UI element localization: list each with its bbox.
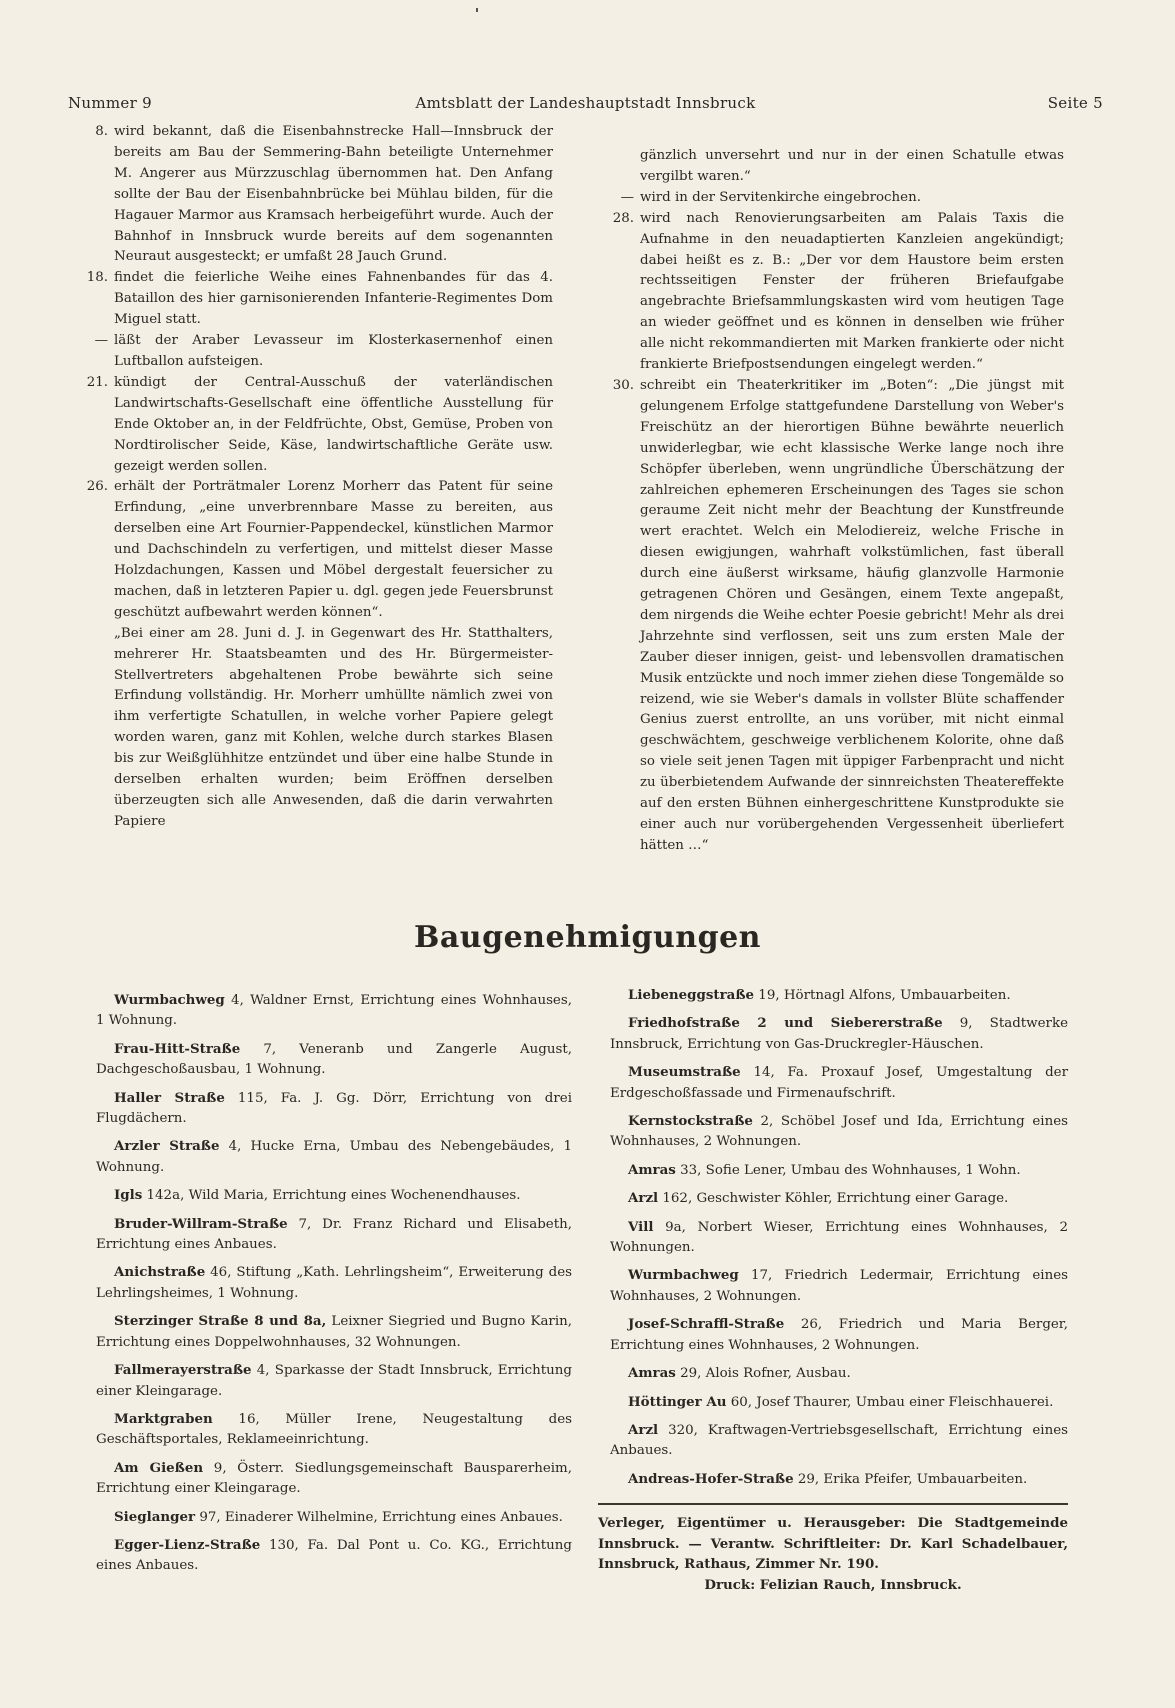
section-heading: Baugenehmigungen — [414, 920, 761, 955]
imprint-printer: Druck: Felizian Rauch, Innsbruck. — [704, 1576, 962, 1593]
permit-item: Josef-Schraffl-Straße 26, Friedrich und Maria Berger, Errichtung eines Wohnhauses, 2 Wohnungen. — [610, 1316, 1068, 1353]
permit-item: Anichstraße 46, Stiftung „Kath. Lehrlingsheim“, Erweiterung des Lehrlingsheimes, 1 Wohnung. — [96, 1264, 572, 1301]
permit-item: Sieglanger 97, Einaderer Wilhelmine, Errichtung eines Anbaues. — [114, 1508, 563, 1525]
permits-left-column — [96, 990, 572, 1584]
chronicle-entry: 28. wird nach Renovierungsarbeiten am Palais Taxis die Aufnahme in den neuadaptierten Kanzleien angekündigt; dabei heißt es z. B.: „Der vor dem Haustore beim ersten rechtsseitigen Fenster der früheren Briefaufgabe angebrachte Briefsammlungskasten wird vom heutigen Tage an wieder geöffnet und es können in denselben wie früher alle nicht rekommandierten mit Marken frankierte oder nicht frankierte Briefpostsendungen eingelegt werden.“ — [612, 210, 1064, 373]
imprint-publisher: Verleger, Eigentümer u. Herausgeber: Die Stadtgemeinde Innsbruck. — Verantw. Schriftleiter: Dr. Karl Schadelbauer, Innsbruck, Rathaus, Zimmer Nr. 190. — [598, 1515, 1068, 1572]
permit-item: Arzler Straße 4, Hucke Erna, Umbau des Nebengebäudes, 1 Wohnung. — [96, 1138, 572, 1175]
permit-item: Friedhofstraße 2 und Siebererstraße 9, Stadtwerke Innsbruck, Errichtung von Gas-Druckregler-Häuschen. — [610, 1015, 1068, 1052]
imprint-divider — [598, 1503, 1068, 1505]
chronicle-entry: — wird in der Servitenkirche eingebrochen. — [620, 189, 921, 205]
permit-item: Bruder-Willram-Straße 7, Dr. Franz Richard und Elisabeth, Errichtung eines Anbaues. — [96, 1215, 572, 1253]
chronicle-entry: 26. erhält der Porträtmaler Lorenz Morherr das Patent für seine Erfindung, „eine unverbrennbare Masse zu bereiten, aus derselben eine Art Fournier-Pappendeckel, künstlichen Marmor und Dachschindeln zu verfertigen, und mittelst dieser Masse Holzdachungen, Kassen und Möbel dergestalt feuersicher zu machen, daß in letzteren Papier u. dgl. gegen jede Feuersbrunst geschützt aufbewahrt werden können“. — [86, 479, 553, 620]
issue-number: Nummer 9 — [68, 94, 152, 112]
permit-item: Am Gießen 9, Österr. Siedlungsgemeinschaft Bausparerheim, Errichtung einer Kleingarage. — [96, 1459, 572, 1497]
permit-item: Liebeneggstraße 19, Hörtnagl Alfons, Umbauarbeiten. — [628, 987, 1011, 1003]
permit-item: Wurmbachweg 4, Waldner Ernst, Errichtung eines Wohnhauses, 1 Wohnung. — [96, 992, 572, 1029]
permit-item: Haller Straße 115, Fa. J. Gg. Dörr, Errichtung von drei Flugdächern. — [96, 1089, 572, 1127]
permit-item: Kernstockstraße 2, Schöbel Josef und Ida, Errichtung eines Wohnhauses, 2 Wohnungen. — [610, 1113, 1068, 1150]
permit-item: Frau-Hitt-Straße 7, Veneranb und Zangerle August, Dachgeschoßausbau, 1 Wohnung. — [96, 1040, 572, 1078]
chronicle-entry: — läßt der Araber Levasseur im Klosterkasernenhof einen Luftballon aufsteigen. — [94, 333, 553, 369]
permit-item: Andreas-Hofer-Straße 29, Erika Pfeifer, Umbauarbeiten. — [628, 1470, 1028, 1487]
permits-right-column — [610, 985, 1068, 1497]
chronicle-entry: 8. wird bekannt, daß die Eisenbahnstrecke Hall—Innsbruck der bereits am Bau der Semmering-Bahn beteiligte Unternehmer M. Angerer aus Mürzzuschlag übernommen hat. Den Anfang sollte der Bau der Eisenbahnbrücke bei Mühlau bilden, für die Hagauer Marmor aus Kramsach herbeigeführt wurde. Auch der Bahnhof in Innsbruck wurde bereits auf dem sogenannten Neuraut ausgesteckt; er umfaßt 28 Jauch Grund. — [95, 124, 553, 265]
chronicle-quote-continued: gänzlich unversehrt und nur in der einen Schatulle etwas vergilbt waren.“ — [640, 148, 1064, 184]
publication-title: Amtsblatt der Landeshauptstadt Innsbruck — [415, 94, 756, 112]
permit-item: Fallmerayerstraße 4, Sparkasse der Stadt Innsbruck, Errichtung einer Kleingarage. — [96, 1362, 572, 1399]
chronicle-entry: 30. schreibt ein Theaterkritiker im „Boten“: „Die jüngst mit gelungenem Erfolge stattgefundene Darstellung von Weber's Freischütz an der hierortigen Bühne bewährte neuerlich unwiderlegbar, wie echt klassische Werke lange noch ihre Schöpfer überleben, wenn ungründliche Überschätzung der zahlreichen ephemeren Erscheinungen des Tages sie schon geraume Zeit nicht mehr der Beachtung der Kunstfreunde wert erachtet. Welch ein Melodiereiz, welche Frische in diesen ewigjungen, wahrhaft volkstümlichen, fast überall durch eine äußerst wirksame, häufig glanzvolle Harmonie getragenen Chören und Gesängen, einem Texte angepaßt, dem nirgends die Weihe echter Poesie gebricht! Mehr als drei Jahrzehnte sind verflossen, seit uns zum ersten Male der Zauber dieser innigen, geist- und lebensvollen dramatischen Musik entzückte und noch immer ziehen diese Tongemälde so reizend, wie sie Weber's damals in vollster Blüte schaffender Genius zuerst entrollte, an uns vorüber, mit nicht einmal geschwächtem, geschweige verblichenem Kolorite, ohne daß so viele seit jenen Tagen mit üppiger Farbenpracht und nicht zu überbietendem Aufwande der sinnreichsten Theatereffekte auf den ersten Bühnen einhergeschrittene Kunstprodukte sie einer auch nur vorübergehenden Vergessenheit überliefert hätten …“ — [612, 377, 1064, 853]
permit-item: Igls 142a, Wild Maria, Errichtung eines Wochenendhauses. — [114, 1187, 521, 1204]
permit-item: Marktgraben 16, Müller Irene, Neugestaltung des Geschäftsportales, Reklameeinrichtung. — [96, 1410, 572, 1448]
chronicle-quote: „Bei einer am 28. Juni d. J. in Gegenwart des Hr. Statthalters, mehrerer Hr. Staatsbeamten und des Hr. Bürgermeister-Stellvertreters abgehaltenen Probe bewährte sich seine Erfindung vollständig. Hr. Morherr umhüllte nämlich zwei von ihm verfertigte Schatullen, in welche vorher Papiere gelegt worden waren, ganz mit Kohlen, welche durch starkes Blasen bis zur Weißglühhitze entzündet und über eine halbe Stunde in derselben erhalten wurden; beim Eröffnen derselben überzeugten sich alle Anwesenden, daß die darin verwahrten Papiere — [114, 625, 553, 829]
permit-item: Egger-Lienz-Straße 130, Fa. Dal Pont u. Co. KG., Errichtung eines Anbaues. — [96, 1536, 572, 1574]
chronicle-entry: 18. findet die feierliche Weihe eines Fahnenbandes für das 4. Bataillon des hier garnisonierenden Infanterie-Regimentes Dom Miguel statt. — [86, 270, 553, 328]
permit-item: Arzl 320, Kraftwagen-Vertriebsgesellschaft, Errichtung eines Anbaues. — [610, 1421, 1068, 1459]
imprint — [598, 1513, 1068, 1595]
permit-item: Amras 29, Alois Rofner, Ausbau. — [628, 1365, 851, 1382]
chronicle-right-column — [594, 146, 1064, 857]
permit-item: Arzl 162, Geschwister Köhler, Errichtung einer Garage. — [628, 1190, 1009, 1207]
chronicle-left-column — [68, 122, 553, 833]
page-number: Seite 5 — [1047, 94, 1103, 112]
chronicle-entry: 21. kündigt der Central-Ausschuß der vaterländischen Landwirtschafts-Gesellschaft eine öffentliche Ausstellung für Ende Oktober an, in der Feldfrüchte, Obst, Gemüse, Proben von Nordtirolischer Seide, Käse, landwirtschaftliche Geräte usw. gezeigt werden sollen. — [86, 374, 553, 474]
page-header — [68, 94, 1103, 116]
permit-item: Museumstraße 14, Fa. Proxauf Josef, Umgestaltung der Erdgeschoßfassade und Firmenaufschrift. — [610, 1064, 1068, 1101]
permit-item: Sterzinger Straße 8 und 8a, Leixner Siegried und Bugno Karin, Errichtung eines Doppelwohnhauses, 32 Wohnungen. — [96, 1313, 572, 1350]
permit-item: Höttinger Au 60, Josef Thaurer, Umbau einer Fleischhauerei. — [628, 1393, 1054, 1410]
permit-item: Wurmbachweg 17, Friedrich Ledermair, Errichtung eines Wohnhauses, 2 Wohnungen. — [610, 1267, 1068, 1304]
permit-item: Amras 33, Sofie Lener, Umbau des Wohnhauses, 1 Wohn. — [628, 1161, 1021, 1178]
permit-item: Vill 9a, Norbert Wieser, Errichtung eines Wohnhauses, 2 Wohnungen. — [610, 1218, 1068, 1256]
print-speck — [476, 8, 478, 12]
